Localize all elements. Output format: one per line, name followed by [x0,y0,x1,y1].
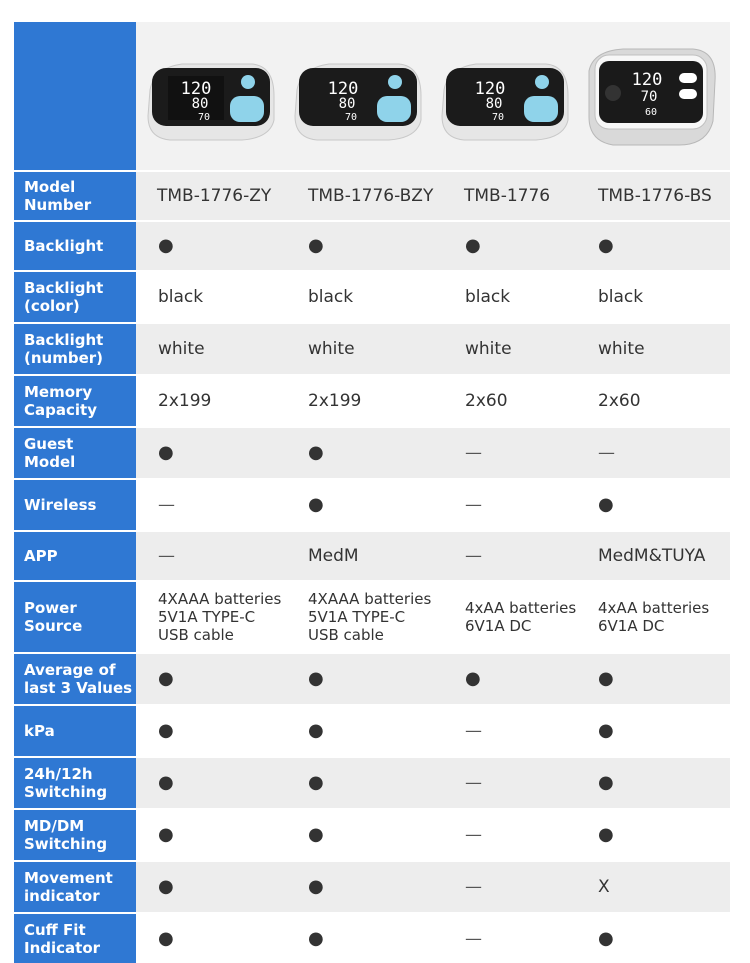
device-image-3 [430,22,577,170]
dash-icon: — [465,495,482,515]
row-label: kPa [14,706,136,756]
device-image-4 [577,22,724,170]
bullet-icon: ● [598,927,614,949]
bullet-icon: ● [598,720,614,741]
bullet-icon: ● [308,494,324,515]
product-image-row [14,22,730,170]
row-label: MD/DM Switching [14,810,136,860]
value-cell: MedM [308,546,359,566]
bullet-icon: ● [308,876,324,897]
value-cell: black [308,287,354,307]
row-cells [136,532,730,580]
row-label: Model Number [14,172,136,220]
value-cell: 4xAA batteries 6V1A DC [465,599,577,635]
row-cells [136,222,730,270]
dash-icon: — [465,825,482,845]
bullet-icon: ● [465,668,481,689]
spec-row [14,860,730,912]
model-cell: TMB-1776-BZY [308,186,434,206]
spec-rows [14,220,730,963]
spec-row [14,652,730,704]
value-cell: white [465,339,512,359]
bullet-icon: ● [598,668,614,689]
header-corner [14,22,136,170]
device-image-1 [136,22,283,170]
dash-icon: — [465,443,482,463]
row-label: Power Source [14,582,136,652]
bullet-icon: ● [598,494,614,515]
device-image-2 [283,22,430,170]
spec-row [14,426,730,478]
dash-icon: — [598,443,615,463]
bullet-icon: ● [308,235,324,256]
bullet-icon: ● [158,442,174,463]
device-dia: 80 [338,96,355,112]
value-cell: 2x60 [465,391,508,411]
dash-icon: — [465,546,482,566]
dash-icon: — [158,495,175,515]
device-pul: 70 [491,112,504,123]
row-cells [136,172,730,220]
spec-row [14,912,730,963]
value-cell: X [598,877,610,897]
bullet-icon: ● [465,235,481,256]
value-cell: 2x199 [308,391,362,411]
row-cells [136,914,730,963]
bullet-icon: ● [598,824,614,845]
bullet-icon: ● [598,772,614,793]
product-images [136,22,730,170]
row-cells [136,758,730,808]
row-cells [136,706,730,756]
value-cell: white [308,339,355,359]
bullet-icon: ● [158,720,174,741]
row-label: Wireless [14,480,136,530]
spec-row [14,704,730,756]
dash-icon: — [465,877,482,897]
dash-icon: — [158,546,175,566]
model-cell: TMB-1776 [464,186,551,206]
dash-icon: — [465,721,482,741]
bullet-icon: ● [158,772,174,793]
dash-icon: — [465,928,482,949]
spec-row [14,530,730,580]
row-label: Memory Capacity [14,376,136,426]
row-label: Backlight [14,222,136,270]
value-cell: 4xAA batteries 6V1A DC [598,599,710,635]
spec-row [14,808,730,860]
device-sys: 120 [327,79,358,99]
spec-row [14,220,730,270]
device-sys: 120 [180,79,211,99]
row-cells [136,376,730,426]
bullet-icon: ● [598,235,614,256]
comparison-table [14,22,730,963]
value-cell: white [158,339,205,359]
bullet-icon: ● [308,824,324,845]
value-cell: 4XAAA batteries 5V1A TYPE-C USB cable [158,590,282,644]
device-dia: 80 [485,96,502,112]
bullet-icon: ● [158,876,174,897]
value-cell: white [598,339,645,359]
device-sys: 120 [631,70,662,90]
row-label: Backlight (color) [14,272,136,322]
value-cell: 2x199 [158,391,212,411]
value-cell: black [465,287,511,307]
row-label: Backlight (number) [14,324,136,374]
spec-row [14,374,730,426]
bullet-icon: ● [308,927,324,949]
value-cell: black [158,287,204,307]
model-cell: TMB-1776-BS [598,186,712,206]
row-cells [136,272,730,322]
dash-icon: — [465,773,482,793]
spec-row [14,270,730,322]
row-label: 24h/12h Switching [14,758,136,808]
row-cells [136,582,730,652]
bullet-icon: ● [158,824,174,845]
bullet-icon: ● [308,668,324,689]
bullet-icon: ● [308,720,324,741]
row-cells [136,654,730,704]
device-pul: 70 [197,112,210,123]
row-label: Average of last 3 Values [14,654,136,704]
bullet-icon: ● [308,442,324,463]
model-cell: TMB-1776-ZY [157,186,272,206]
device-dia: 80 [191,96,208,112]
row-cells [136,810,730,860]
value-cell: 2x60 [598,391,641,411]
row-label: Movement indicator [14,862,136,912]
bullet-icon: ● [158,668,174,689]
device-dia: 70 [640,89,657,105]
value-cell: 4XAAA batteries 5V1A TYPE-C USB cable [308,590,432,644]
spec-row [14,756,730,808]
row-cells [136,428,730,478]
spec-row [14,478,730,530]
device-pul: 70 [344,112,357,123]
spec-row [14,322,730,374]
spec-row [14,580,730,652]
row-cells [136,480,730,530]
row-model-number [14,170,730,220]
device-pul: 60 [644,107,657,118]
row-label: APP [14,532,136,580]
bullet-icon: ● [158,235,174,256]
value-cell: MedM&TUYA [598,546,706,566]
row-label: Cuff Fit Indicator [14,914,136,963]
device-sys: 120 [474,79,505,99]
row-cells [136,324,730,374]
bullet-icon: ● [158,927,174,949]
value-cell: black [598,287,644,307]
row-cells [136,862,730,912]
bullet-icon: ● [308,772,324,793]
row-label: Guest Model [14,428,136,478]
